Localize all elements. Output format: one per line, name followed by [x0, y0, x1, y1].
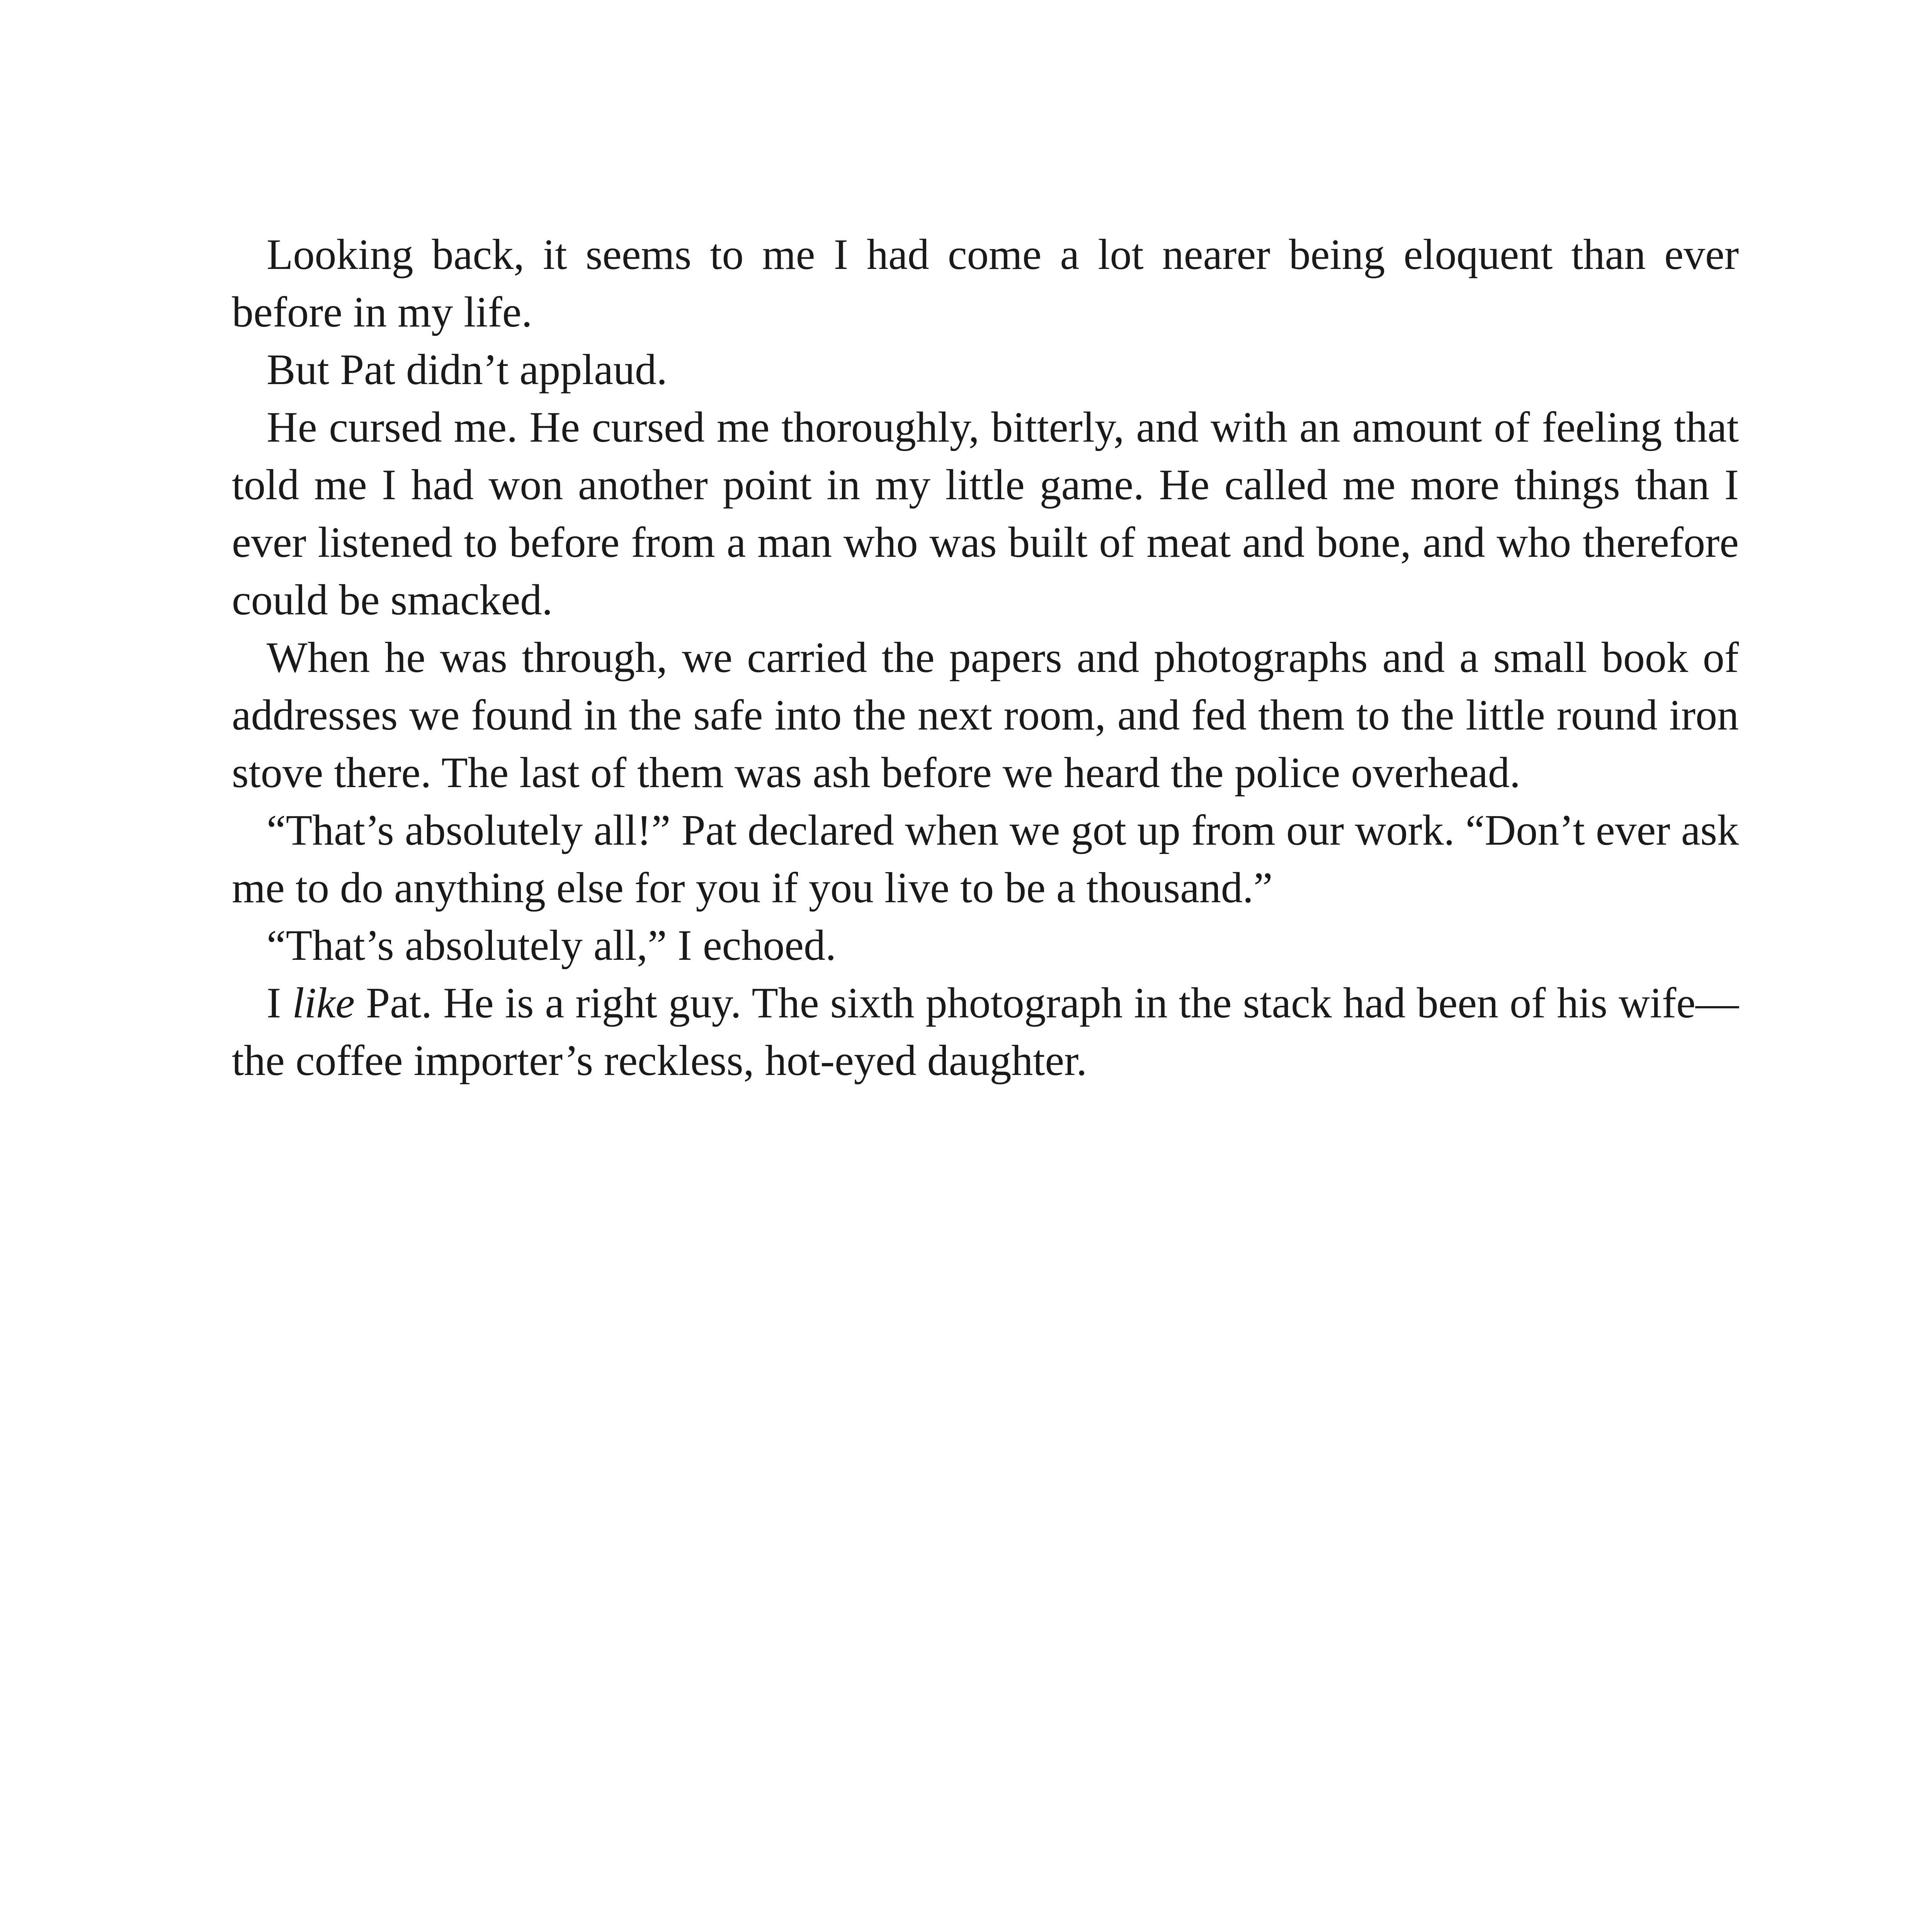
paragraph: He cursed me. He cursed me thoroughly, bitterly, and with an amount of feeling that told me I had won another point in my little game. He called me more things than I ever listened to before from a man who was built of meat and bone, and who therefore could be smacked.	[232, 403, 1739, 624]
paragraph: When he was through, we carried the papers and photographs and a small book of addresses we found in the safe into the next room, and fed them to the little round iron stove there. The last of them was ash before we heard the police overhead.	[232, 634, 1739, 797]
paragraph: “That’s absolutely all,” I echoed.	[267, 922, 837, 969]
paragraph-text-before: I	[267, 979, 293, 1027]
paragraph: “That’s absolutely all!” Pat declared when we got up from our work. “Don’t ever ask me to do anything else for you if you live to be a thousand.”	[232, 806, 1739, 912]
emphasized-word: like	[292, 979, 355, 1027]
paragraph	[232, 975, 1739, 1090]
paragraph-text-after: Pat. He is a right guy. The sixth photograph in the stack had been of his wife—the coffee importer’s reckless, hot-eyed daughter.	[232, 979, 1739, 1085]
body-text	[232, 226, 1739, 1090]
paragraph: But Pat didn’t applaud.	[267, 346, 667, 394]
paragraph: Looking back, it seems to me I had come a lot nearer being eloquent than ever before in my life.	[232, 231, 1739, 336]
